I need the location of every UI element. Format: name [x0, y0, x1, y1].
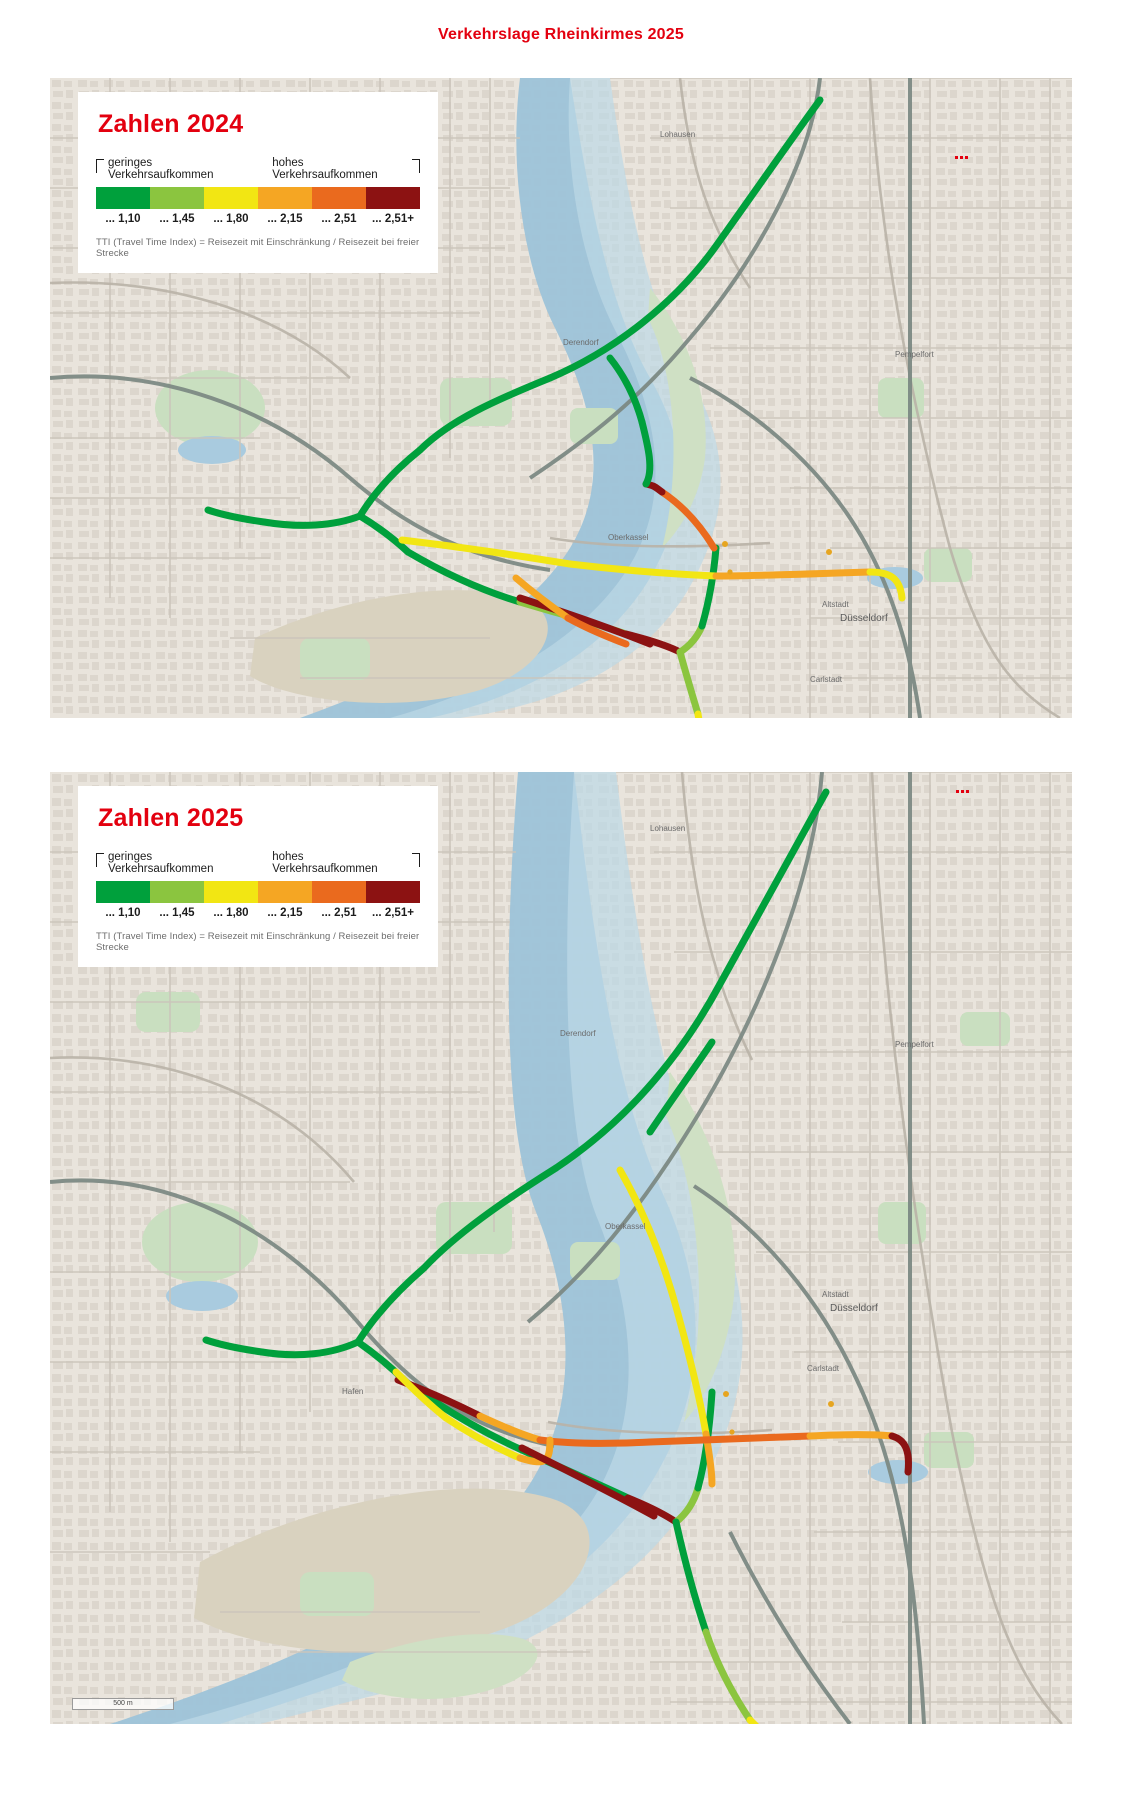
legend-tick: ... 2,51 — [321, 907, 357, 919]
page-title: Verkehrslage Rheinkirmes 2025 — [438, 26, 684, 43]
legend-tick: ... 1,45 — [159, 213, 195, 225]
legend-swatch-6 — [366, 881, 420, 903]
legend-note: TTI (Travel Time Index) = Reisezeit mit Einschränkung / Reisezeit bei freier Strecke — [96, 931, 420, 953]
legend-color-bar — [96, 187, 420, 209]
legend-bracket-right — [412, 159, 420, 173]
legend-swatch-1 — [96, 187, 150, 209]
legend-tick: ... 1,80 — [213, 213, 249, 225]
legend-bracket-right — [412, 853, 420, 867]
legend-swatch-5 — [312, 881, 366, 903]
legend-swatch-3 — [204, 187, 258, 209]
legend-tick: ... 1,10 — [105, 213, 141, 225]
map-panel-2025[interactable] — [50, 772, 1072, 1724]
legend-swatch-5 — [312, 187, 366, 209]
legend-swatch-2 — [150, 187, 204, 209]
place-label-city: Düsseldorf — [830, 1303, 878, 1314]
place-label: Derendorf — [560, 1029, 596, 1038]
legend-tick: ... 1,45 — [159, 907, 195, 919]
legend-card-2024 — [78, 92, 438, 273]
legend-bracket-left — [96, 853, 104, 867]
legend-tick-row — [96, 213, 420, 225]
legend-swatch-6 — [366, 187, 420, 209]
legend-tick: ... 2,51 — [321, 213, 357, 225]
legend-low-label: geringes Verkehrsaufkommen — [108, 157, 214, 181]
place-label: Lohausen — [660, 130, 696, 139]
legend-card-2025 — [78, 786, 438, 967]
place-label: Pempelfort — [895, 350, 934, 359]
legend-color-bar — [96, 881, 420, 903]
legend-bracket-left — [96, 159, 104, 173]
legend-tick: ... 2,15 — [267, 213, 303, 225]
legend-tick: ... 2,51+ — [372, 907, 414, 919]
legend-low-label: geringes Verkehrsaufkommen — [108, 851, 214, 875]
legend-title: Zahlen 2024 — [98, 110, 244, 138]
legend-swatch-1 — [96, 881, 150, 903]
legend-swatch-3 — [204, 881, 258, 903]
legend-high-label: hohes Verkehrsaufkommen — [272, 851, 378, 875]
map-panel-2024[interactable] — [50, 78, 1072, 718]
legend-tick: ... 2,51+ — [372, 213, 414, 225]
legend-tick: ... 2,15 — [267, 907, 303, 919]
place-label: Altstadt — [822, 600, 849, 609]
place-label: Lohausen — [650, 824, 686, 833]
legend-high-label: hohes Verkehrsaufkommen — [272, 157, 378, 181]
place-label: Altstadt — [822, 1290, 849, 1299]
place-label: Oberkassel — [605, 1222, 646, 1231]
legend-tick-row — [96, 907, 420, 919]
legend-title: Zahlen 2025 — [98, 804, 244, 832]
place-label: Pempelfort — [895, 1040, 934, 1049]
legend-note: TTI (Travel Time Index) = Reisezeit mit Einschränkung / Reisezeit bei freier Strecke — [96, 237, 420, 259]
place-label: Carlstadt — [810, 675, 843, 684]
legend-tick: ... 1,10 — [105, 907, 141, 919]
place-label: Carlstadt — [807, 1364, 840, 1373]
legend-endpoints — [96, 157, 420, 181]
legend-swatch-4 — [258, 187, 312, 209]
place-label-city: Düsseldorf — [840, 613, 888, 624]
place-label: Hafen — [342, 1387, 364, 1396]
legend-tick: ... 1,80 — [213, 907, 249, 919]
place-label: Derendorf — [563, 338, 599, 347]
legend-swatch-4 — [258, 881, 312, 903]
place-label: Oberkassel — [608, 533, 649, 542]
legend-endpoints — [96, 851, 420, 875]
scale-bar: 500 m — [72, 1698, 174, 1710]
legend-swatch-2 — [150, 881, 204, 903]
